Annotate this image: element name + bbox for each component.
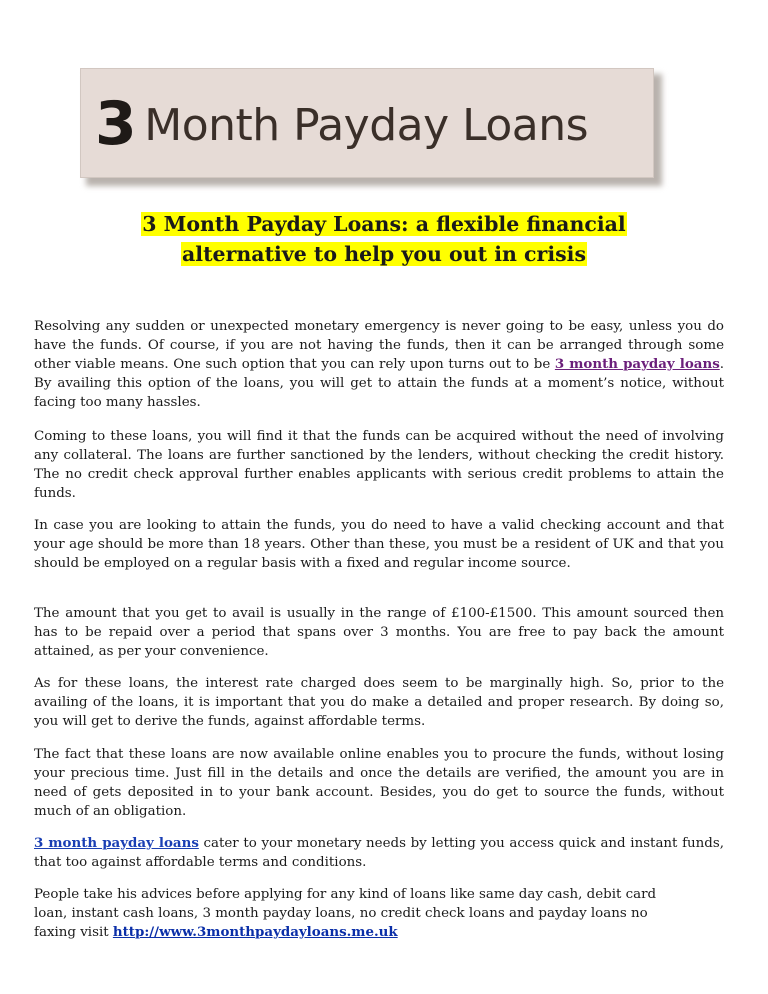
paragraph-1 bbox=[34, 317, 724, 412]
paragraph-1-text-b: . By availing this option of the loans, you will get to attain the funds at a moment’s notice, without facing too many hassles. bbox=[34, 357, 724, 410]
loans-link-2[interactable]: 3 month payday loans bbox=[34, 835, 199, 851]
paragraph-7-text: cater to your monetary needs by letting you access quick and instant funds, that too against affordable terms and conditions. bbox=[34, 836, 724, 870]
logo-banner bbox=[80, 68, 662, 186]
paragraph-3: In case you are looking to attain the funds, you do need to have a valid checking account and that your age should be more than 18 years. Other than these, you must be a resident of UK and that you should be employed on a regular basis with a fixed and regular income source. bbox=[34, 518, 724, 571]
paragraph-2: Coming to these loans, you will find it that the funds can be acquired without the need of involving any collateral. The loans are further sanctioned by the lenders, without checking the credit history. The no credit check approval further enables applicants with serious credit problems to attain the funds. bbox=[34, 429, 724, 501]
loans-link-1[interactable]: 3 month payday loans bbox=[554, 356, 720, 372]
paragraph-1-text-a: Resolving any sudden or unexpected monetary emergency is never going to be easy, unless you do have the funds. Of course, if you are not having the funds, then it can be arranged through some other viable means. One such option that you can rely upon turns out to be bbox=[34, 319, 724, 372]
paragraph-7 bbox=[34, 834, 724, 872]
logo-number: 3 bbox=[95, 89, 137, 159]
title-line-2: alternative to help you out in crisis bbox=[182, 242, 586, 266]
logo-text bbox=[95, 89, 588, 159]
paragraph-8-line-2: loan, instant cash loans, 3 month payday loans, no credit check loans and payday loans no bbox=[34, 906, 648, 921]
logo-box bbox=[80, 68, 654, 178]
paragraph-8 bbox=[34, 885, 724, 942]
paragraph-8-line-1: People take his advices before applying for any kind of loans like same day cash, debit card bbox=[34, 887, 657, 902]
paragraph-8-line-3: faxing visit bbox=[34, 925, 113, 940]
logo-wordmark: Month Payday Loans bbox=[144, 100, 589, 151]
paragraph-5: As for these loans, the interest rate charged does seem to be marginally high. So, prior to the availing of the loans, it is important that you do make a detailed and proper research. By doing so, you will get to derive the funds, against affordable terms. bbox=[34, 676, 724, 729]
paragraph-4: The amount that you get to avail is usually in the range of £100-£1500. This amount sourced then has to be repaid over a period that spans over 3 months. You are free to pay back the amount attained, as per your convenience. bbox=[34, 606, 724, 659]
website-link[interactable]: http://www.3monthpaydayloans.me.uk bbox=[112, 924, 398, 940]
page-title bbox=[0, 209, 768, 269]
title-line-1: 3 Month Payday Loans: a flexible financial bbox=[142, 212, 626, 236]
paragraph-6: The fact that these loans are now available online enables you to procure the funds, without losing your precious time. Just fill in the details and once the details are verified, the amount you are in need of gets deposited in to your bank account. Besides, you do get to source the funds, without much of an obligation. bbox=[34, 747, 724, 819]
